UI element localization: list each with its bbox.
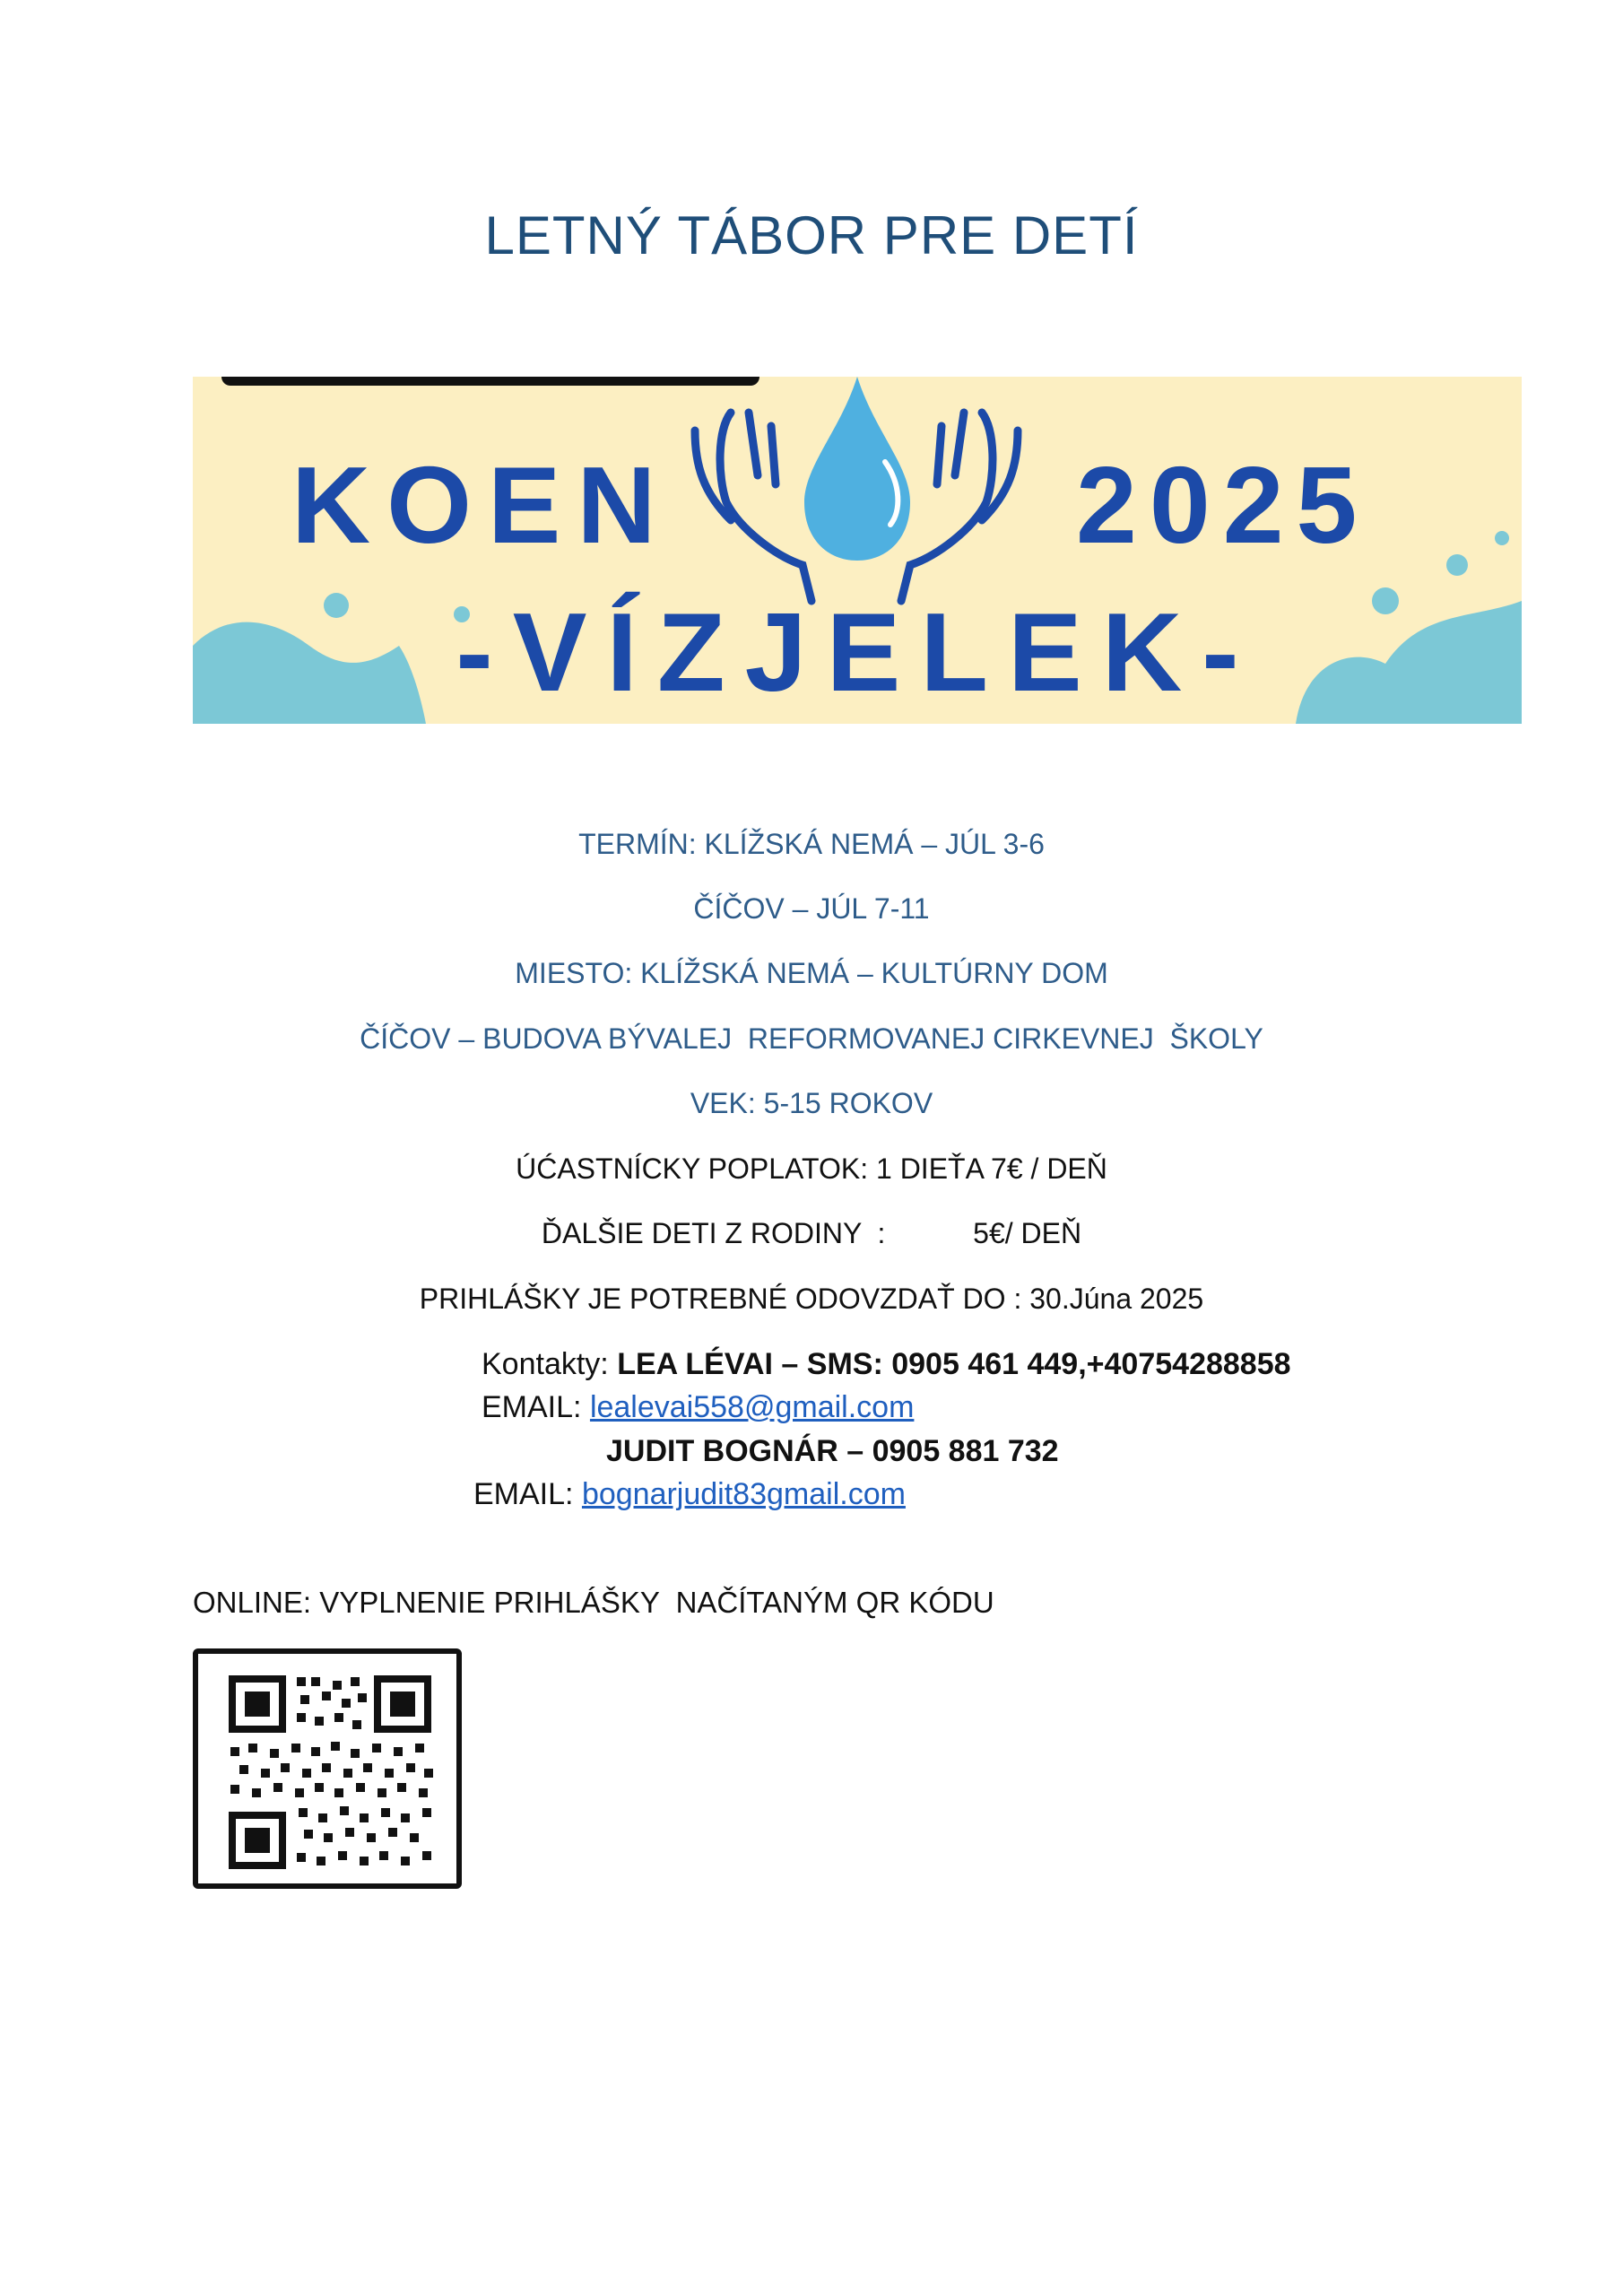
place-line-2: ČÍČOV – BUDOVA BÝVALEJ REFORMOVANEJ CIRKEVNEJ ŠKOLY (360, 1022, 1263, 1055)
judit-contact: JUDIT BOGNÁR – 0905 881 732 (606, 1434, 1059, 1468)
email-label: EMAIL: (482, 1390, 590, 1424)
page-title: LETNÝ TÁBOR PRE DETÍ (484, 205, 1139, 265)
contacts-label: Kontakty: (482, 1347, 618, 1381)
fee-line-1: ÚĆASTNÍCKY POPLATOK: 1 DIEŤA 7€ / DEŇ (516, 1152, 1107, 1185)
qr-code-icon[interactable] (193, 1648, 462, 1889)
banner-left-word: KOEN (291, 444, 673, 566)
place-line-1: MIESTO: KLÍŽSKÁ NEMÁ – KULTÚRNY DOM (515, 957, 1108, 989)
contact-judit (606, 1434, 1059, 1469)
term-line-1: TERMÍN: KLÍŽSKÁ NEMÁ – JÚL 3-6 (578, 828, 1045, 860)
judit-email-link[interactable]: bognarjudit83gmail.com (581, 1477, 906, 1511)
banner-subtitle: -VÍZJELEK- (456, 591, 1259, 715)
lea-email-link[interactable]: lealevai558@gmail.com (589, 1390, 915, 1424)
email-label-2: EMAIL: (473, 1477, 582, 1511)
term-line-2: ČÍČOV – JÚL 7-11 (693, 892, 930, 925)
banner-year: 2025 (1076, 444, 1370, 566)
koen-banner-image (193, 377, 1522, 724)
contact-lea (482, 1347, 1291, 1382)
lea-contact: LEA LÉVAI – SMS: 0905 461 449,+40754288858 (617, 1347, 1291, 1381)
contact-judit-email (473, 1477, 906, 1512)
contact-lea-email (482, 1390, 914, 1425)
age-line: VEK: 5-15 ROKOV (690, 1087, 933, 1119)
fee-line-2: ĎALŠIE DETI Z RODINY : 5€/ DEŇ (541, 1217, 1082, 1249)
deadline-line: PRIHLÁŠKY JE POTREBNÉ ODOVZDAŤ DO : 30.Júna 2025 (419, 1283, 1204, 1315)
online-instructions: ONLINE: VYPLNENIE PRIHLÁŠKY NAČÍTANÝM QR KÓDU (193, 1586, 994, 1619)
